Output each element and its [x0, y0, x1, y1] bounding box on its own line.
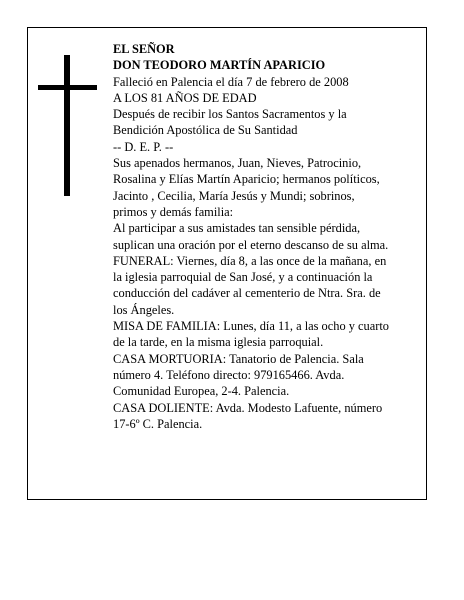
family-line: Jacinto , Cecilia, María Jesús y Mundi; sobrinos,: [113, 188, 355, 203]
title-line-2: DON TEODORO MARTÍN APARICIO: [113, 58, 326, 73]
family-line: Rosalina y Elías Martín Aparicio; hermanos políticos,: [113, 172, 380, 187]
mortuoria-line: número 4. Teléfono directo: 979165466. Avda.: [113, 367, 345, 382]
sacraments-line-1: Después de recibir los Santos Sacramentos y la: [113, 107, 347, 122]
funeral-line: conducción del cadáver al cementerio de Ntra. Sra. de: [113, 286, 381, 301]
family-line: primos y demás familia:: [113, 204, 234, 219]
dep-line: -- D. E. P. --: [113, 139, 174, 154]
funeral-line: FUNERAL: Viernes, día 8, a las once de la mañana, en: [113, 253, 387, 268]
request-line: suplican una oración por el eterno descanso de su alma.: [113, 237, 389, 252]
sacraments-line-2: Bendición Apostólica de Su Santidad: [113, 123, 298, 138]
death-date: Falleció en Palencia el día 7 de febrero de 2008: [113, 74, 349, 89]
funeral-paragraph: [113, 253, 423, 318]
obituary-text: [113, 41, 423, 432]
misa-paragraph: [113, 318, 423, 351]
misa-line: MISA DE FAMILIA: Lunes, día 11, a las ocho y cuarto: [113, 319, 389, 334]
doliente-line: CASA DOLIENTE: Avda. Modesto Lafuente, número: [113, 400, 383, 415]
funeral-line: los Ángeles.: [113, 302, 175, 317]
title-line-1: EL SEÑOR: [113, 42, 175, 56]
funeral-line: la iglesia parroquial de San José, y a continuación la: [113, 270, 373, 285]
age-line: A LOS 81 AÑOS DE EDAD: [113, 90, 257, 105]
doliente-line: 17-6º C. Palencia.: [113, 416, 203, 431]
mortuoria-line: Comunidad Europea, 2-4. Palencia.: [113, 384, 290, 399]
request-paragraph: [113, 220, 423, 253]
cross-icon-bar: [38, 85, 97, 90]
cross-icon: [64, 55, 70, 196]
misa-line: de la tarde, en la misma iglesia parroquial.: [113, 335, 324, 350]
family-paragraph: [113, 155, 423, 220]
mortuoria-line: CASA MORTUORIA: Tanatorio de Palencia. Sala: [113, 351, 364, 366]
doliente-paragraph: [113, 400, 423, 433]
request-line: Al participar a sus amistades tan sensible pérdida,: [113, 221, 361, 236]
mortuoria-paragraph: [113, 351, 423, 400]
family-line: Sus apenados hermanos, Juan, Nieves, Patrocinio,: [113, 156, 362, 171]
